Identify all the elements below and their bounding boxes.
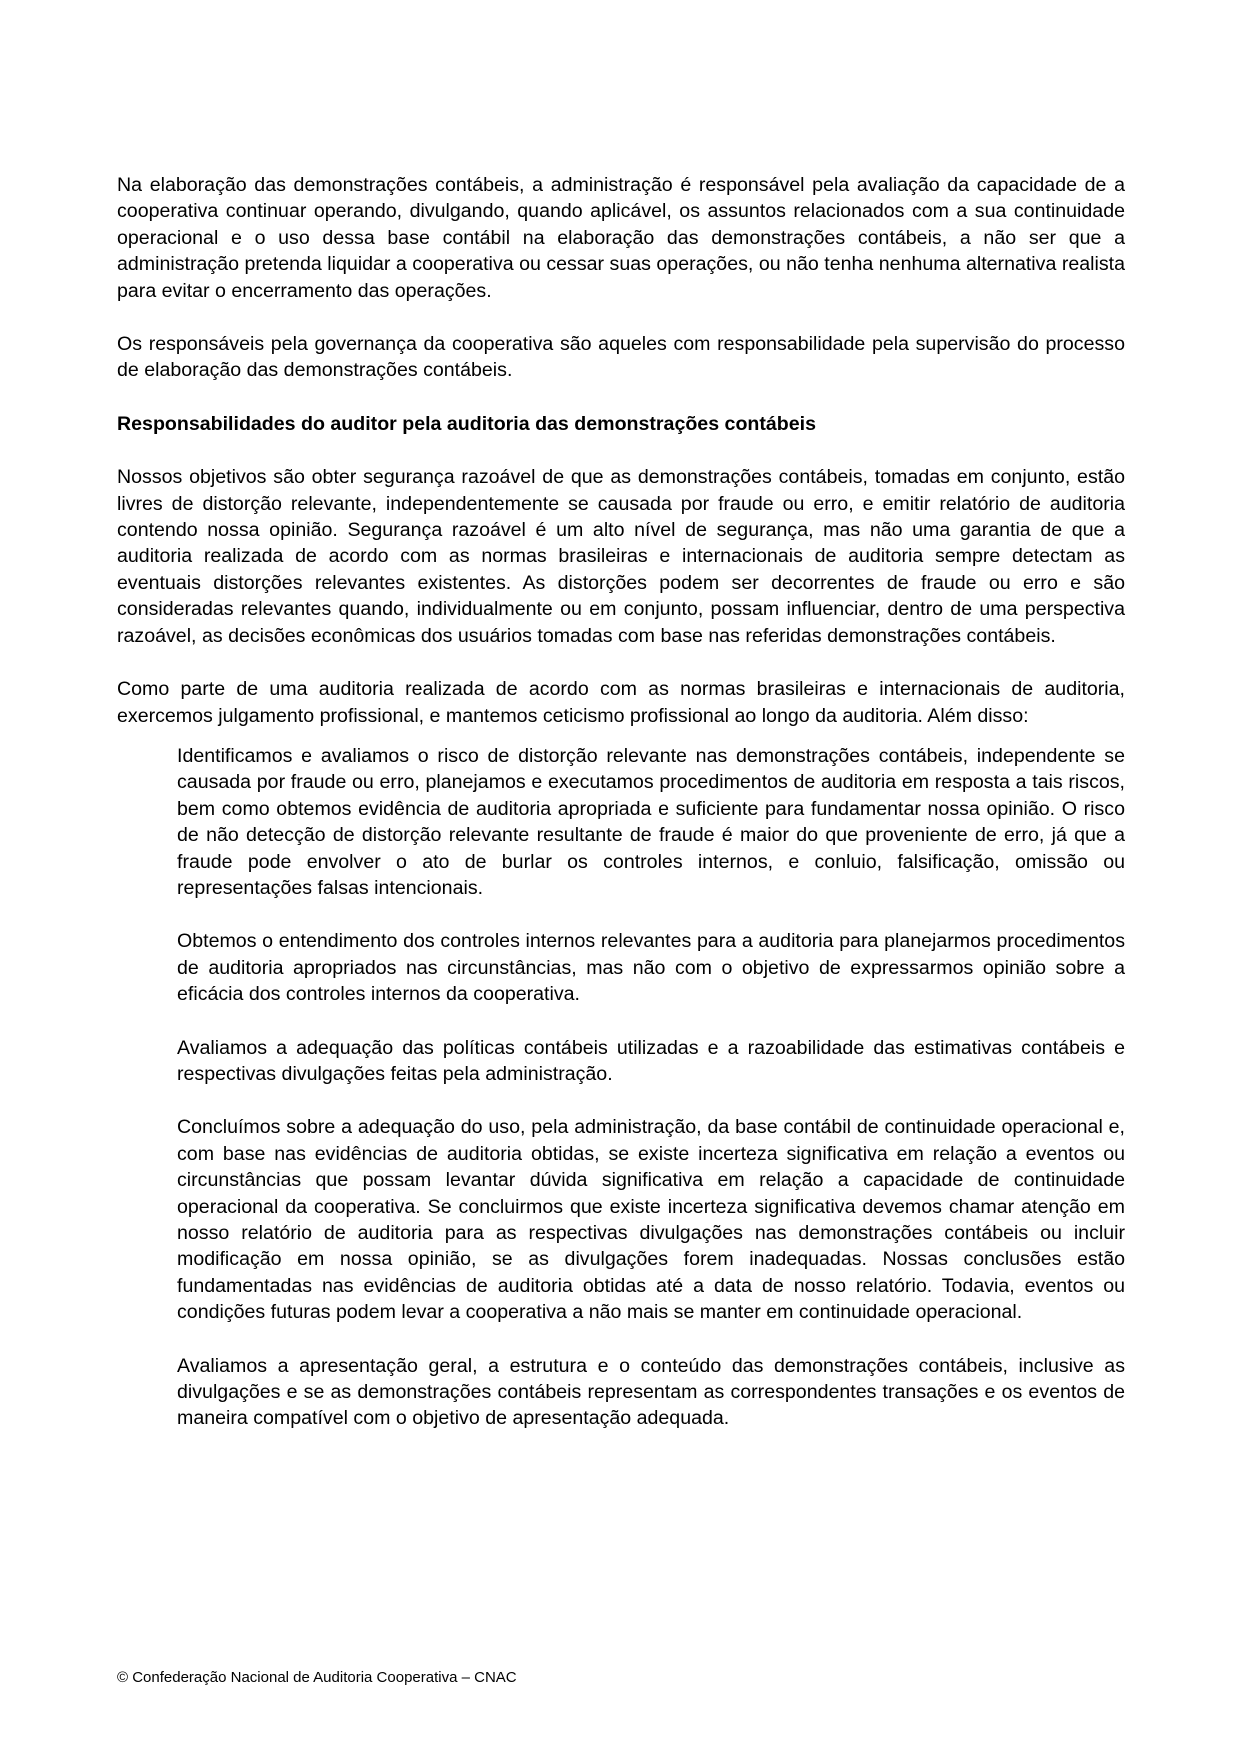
page-footer: © Confederação Nacional de Auditoria Cooperativa – CNAC [117, 1669, 517, 1686]
list-item-concluimos: Concluímos sobre a adequação do uso, pela administração, da base contábil de continuidade operacional e, com base nas evidências de auditoria obtidas, se existe incerteza significativa em relação a eventos ou circunstâncias que possam levantar dúvida significativa em relação a capacidade de continuidade operacional da cooperativa. Se concluirmos que existe incerteza significativa devemos chamar atenção em nosso relatório de auditoria para as respectivas divulgações nas demonstrações contábeis ou incluir modificação em nossa opinião, se as divulgações forem inadequadas. Nossas conclusões estão fundamentadas nas evidências de auditoria obtidas até a data de nosso relatório. Todavia, eventos ou condições futuras podem levar a cooperativa a não mais se manter em continuidade operacional. [177, 1116, 1125, 1324]
paragraph-parte-auditoria: Como parte de uma auditoria realizada de acordo com as normas brasileiras e internacionais de auditoria, exercemos julgamento profissional, e mantemos ceticismo profissional ao longo da auditoria. Além disso: [117, 678, 1125, 727]
paragraph-objetivos: Nossos objetivos são obter segurança razoável de que as demonstrações contábeis, tomadas em conjunto, estão livres de distorção relevante, independentemente se causada por fraude ou erro, e emitir relatório de auditoria contendo nossa opinião. Segurança razoável é um alto nível de segurança, mas não uma garantia de que a auditoria realizada de acordo com as normas brasileiras e internacionais de auditoria sempre detectam as eventuais distorções relevantes existentes. As distorções podem ser decorrentes de fraude ou erro e são consideradas relevantes quando, individualmente ou em conjunto, possam influenciar, dentro de uma perspectiva razoável, as decisões econômicas dos usuários tomadas com base nas referidas demonstrações contábeis. [117, 466, 1125, 647]
section-heading: Responsabilidades do auditor pela auditoria das demonstrações contábeis [117, 412, 817, 435]
indented-list [177, 743, 1125, 1432]
list-item-avaliamos-politicas: Avaliamos a adequação das políticas contábeis utilizadas e a razoabilidade das estimativas contábeis e respectivas divulgações feitas pela administração. [177, 1036, 1125, 1085]
document-body [117, 172, 1125, 1459]
list-item-avaliamos-apresentacao: Avaliamos a apresentação geral, a estrutura e o conteúdo das demonstrações contábeis, inclusive as divulgações e se as demonstrações contábeis representam as correspondentes transações e os eventos de maneira compatível com o objetivo de apresentação adequada. [177, 1354, 1125, 1430]
paragraph-governanca: Os responsáveis pela governança da cooperativa são aqueles com responsabilidade pela supervisão do processo de elaboração das demonstrações contábeis. [117, 333, 1125, 382]
list-item-identificamos: Identificamos e avaliamos o risco de distorção relevante nas demonstrações contábeis, independente se causada por fraude ou erro, planejamos e executamos procedimentos de auditoria em resposta a tais riscos, bem como obtemos evidência de auditoria apropriada e suficiente para fundamentar nossa opinião. O risco de não detecção de distorção relevante resultante de fraude é maior do que proveniente de erro, já que a fraude pode envolver o ato de burlar os controles internos, e conluio, falsificação, omissão ou representações falsas intencionais. [177, 744, 1125, 899]
list-item-obtemos: Obtemos o entendimento dos controles internos relevantes para a auditoria para planejarmos procedimentos de auditoria apropriados nas circunstâncias, mas não com o objetivo de expressarmos opinião sobre a eficácia dos controles internos da cooperativa. [177, 930, 1125, 1006]
paragraph-continuidade: Na elaboração das demonstrações contábeis, a administração é responsável pela avaliação da capacidade de a cooperativa continuar operando, divulgando, quando aplicável, os assuntos relacionados com a sua continuidade operacional e o uso dessa base contábil na elaboração das demonstrações contábeis, a não ser que a administração pretenda liquidar a cooperativa ou cessar suas operações, ou não tenha nenhuma alternativa realista para evitar o encerramento das operações. [117, 174, 1125, 302]
